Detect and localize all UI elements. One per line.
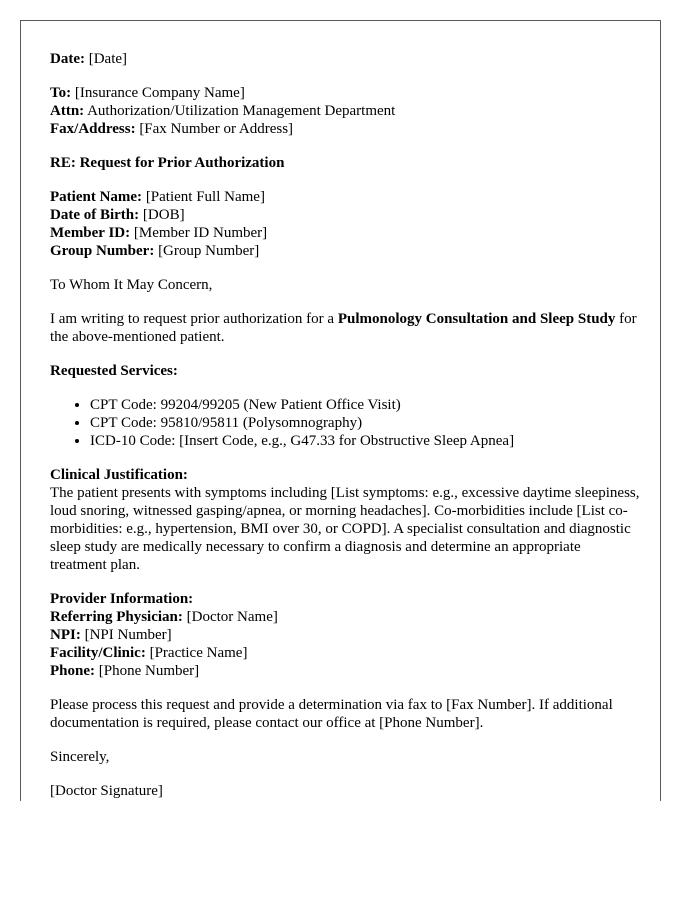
npi-value: [NPI Number] bbox=[80, 627, 172, 643]
facility-value: [Practice Name] bbox=[145, 645, 248, 661]
recipient-block bbox=[50, 84, 640, 138]
patient-name-value: [Patient Full Name] bbox=[142, 189, 265, 205]
intro-after: for the above-mentioned patient. bbox=[50, 311, 637, 345]
patient-name-line bbox=[50, 188, 640, 206]
re-line bbox=[50, 154, 640, 172]
provider-heading: Provider Information: bbox=[50, 591, 194, 607]
group-number-label: Group Number: bbox=[50, 243, 155, 259]
date-line bbox=[50, 50, 640, 68]
salutation: To Whom It May Concern, bbox=[50, 277, 213, 293]
phone-value: [Phone Number] bbox=[95, 663, 200, 679]
service-item-cpt-psg: • CPT Code: 95810/95811 (Polysomnography) bbox=[90, 414, 640, 432]
npi-label: NPI: bbox=[50, 627, 81, 643]
letter-page bbox=[20, 20, 661, 801]
intro-before: I am writing to request prior authorization for a bbox=[50, 311, 338, 327]
signature: [Doctor Signature] bbox=[50, 783, 163, 799]
attn-label: Attn: bbox=[50, 103, 85, 119]
date-label: Date: bbox=[50, 51, 85, 67]
group-number-value: [Group Number] bbox=[154, 243, 260, 259]
group-number-line bbox=[50, 242, 640, 260]
member-id-line bbox=[50, 224, 640, 242]
justification-text: The patient presents with symptoms including [List symptoms: e.g., excessive daytime sleepiness, loud snoring, witnessed gasping/apnea, or morning headaches]. Co-morbidities include [List co-morbidities: e.g., hypertension, BMI over 30, or COPD]. A specialist consultation and diagnostic sleep study are medically necessary to confirm a diagnosis and determine an appropriate treatment plan. bbox=[50, 485, 640, 573]
service-item-icd10: • ICD-10 Code: [Insert Code, e.g., G47.33 for Obstructive Sleep Apnea] bbox=[90, 432, 640, 450]
provider-block bbox=[50, 590, 640, 680]
patient-name-label: Patient Name: bbox=[50, 189, 143, 205]
fax-line bbox=[50, 120, 640, 138]
fax-label: Fax/Address: bbox=[50, 121, 136, 137]
to-value: [Insurance Company Name] bbox=[71, 85, 245, 101]
services-heading-text: Requested Services: bbox=[50, 363, 178, 379]
attn-value: Authorization/Utilization Management Department bbox=[84, 103, 396, 119]
sign-off: Sincerely, bbox=[50, 749, 110, 765]
physician-value: [Doctor Name] bbox=[182, 609, 278, 625]
attn-line bbox=[50, 102, 640, 120]
letter-content bbox=[50, 50, 640, 801]
intro-service: Pulmonology Consultation and Sleep Study bbox=[337, 311, 616, 327]
intro-paragraph bbox=[50, 310, 640, 346]
member-id-label: Member ID: bbox=[50, 225, 131, 241]
phone-line bbox=[50, 662, 640, 680]
facility-label: Facility/Clinic: bbox=[50, 645, 146, 661]
phone-label: Phone: bbox=[50, 663, 95, 679]
to-label: To: bbox=[50, 85, 72, 101]
service-item-cpt-office: • CPT Code: 99204/99205 (New Patient Office Visit) bbox=[90, 396, 640, 414]
member-id-value: [Member ID Number] bbox=[130, 225, 268, 241]
physician-label: Referring Physician: bbox=[50, 609, 183, 625]
justification-block bbox=[50, 466, 640, 574]
justification-heading: Clinical Justification: bbox=[50, 467, 188, 483]
npi-line bbox=[50, 626, 640, 644]
patient-block bbox=[50, 188, 640, 260]
dob-value: [DOB] bbox=[139, 207, 185, 223]
facility-line bbox=[50, 644, 640, 662]
re-text: RE: Request for Prior Authorization bbox=[50, 155, 285, 171]
physician-line bbox=[50, 608, 640, 626]
services-heading bbox=[50, 362, 640, 380]
date-value: [Date] bbox=[84, 51, 128, 67]
dob-label: Date of Birth: bbox=[50, 207, 140, 223]
closing-request: Please process this request and provide a determination via fax to [Fax Number]. If additional documentation is required, please contact our office at [Phone Number]. bbox=[50, 697, 613, 731]
dob-line bbox=[50, 206, 640, 224]
to-line bbox=[50, 84, 640, 102]
services-list bbox=[50, 396, 640, 450]
fax-value: [Fax Number or Address] bbox=[135, 121, 294, 137]
